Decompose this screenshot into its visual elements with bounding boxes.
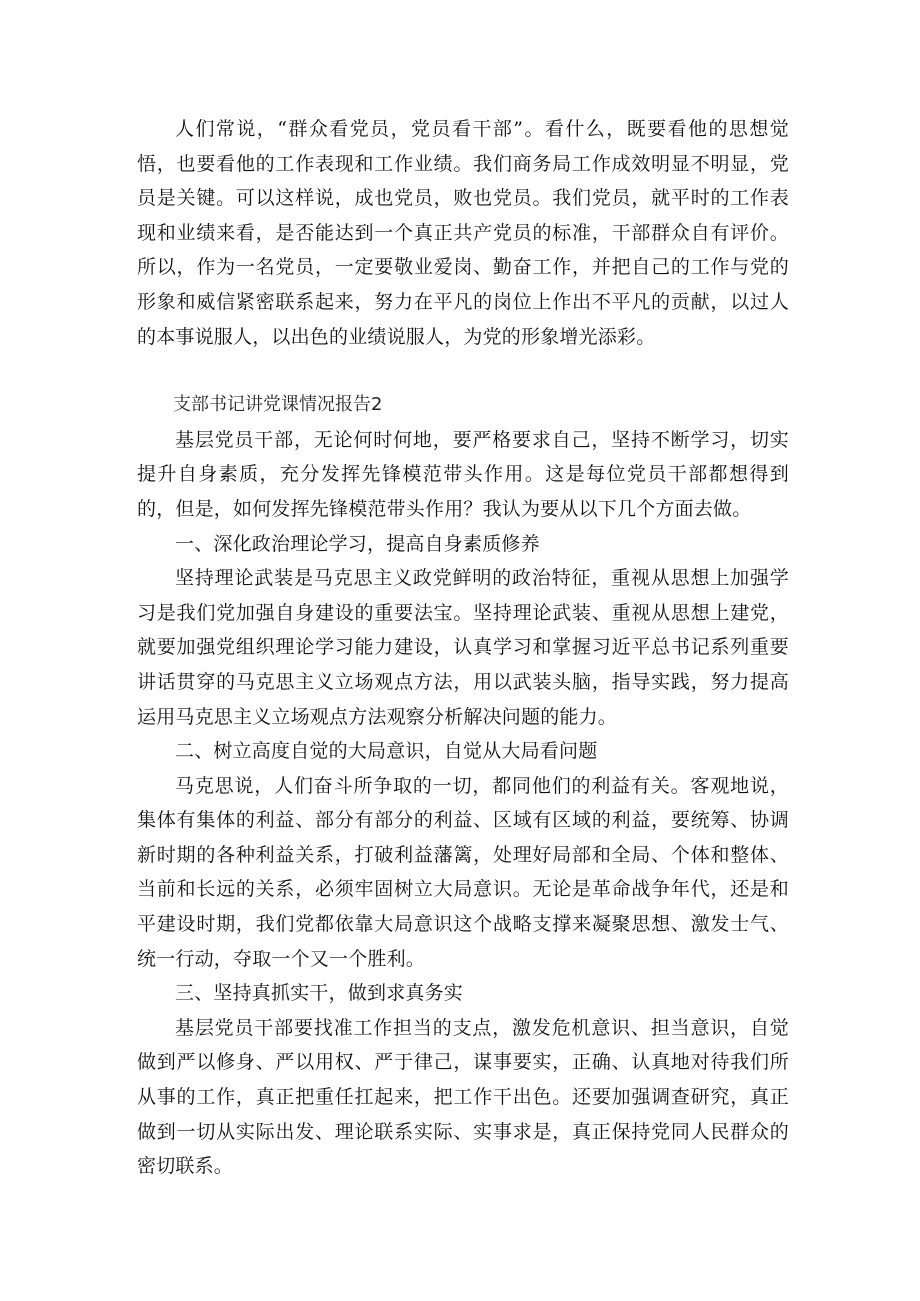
opening-paragraph: 人们常说，“群众看党员，党员看干部”。看什么，既要看他的思想觉悟，也要看他的工作表现和工作业绩。我们商务局工作成效明显不明显，党员是关键。可以这样说，成也党员，败也党员。我们党员，就平时的工作表现和业绩来看，是否能达到一个真正共产党员的标准，干部群众自有评价。所以，作为一名党员，一定要敬业爱岗、勤奋工作，并把自己的工作与党的形象和威信紧密联系起来，努力在平凡的岗位上作出不平凡的贡献，以过人的本事说服人，以出色的业绩说服人，为党的形象增光添彩。 [137,118,789,348]
paragraph-3: 基层党员干部要找准工作担当的支点，激发危机意识、担当意识，自觉做到严以修身、严以用权、严于律己，谋事要实，正确、认真地对待我们所从事的工作，真正把重任扛起来，把工作干出色。还要加强调查研究，真正做到一切从实际出发、理论联系实际、实事求是，真正保持党同人民群众的密切联系。 [137,1016,789,1178]
heading-1: 一、深化政治理论学习，提高自身素质修养 [175,532,540,555]
heading-2: 二、树立高度自觉的大局意识，自觉从大局看问题 [175,740,598,763]
heading-3: 三、坚持真抓实干，做到求真务实 [175,982,464,1005]
section-title: 支部书记讲党课情况报告2 [173,394,383,416]
document-body [137,112,789,1184]
paragraph-2: 马克思说，人们奋斗所争取的一切，都同他们的利益有关。客观地说，集体有集体的利益、部分有部分的利益、区域有区域的利益，要统筹、协调新时期的各种利益关系，打破利益藩篱，处理好局部和全局、个体和整体、当前和长远的关系，必须牢固树立大局意识。无论是革命战争年代，还是和平建设时期，我们党都依靠大局意识这个战略支撑来凝聚思想、激发士气、统一行动，夺取一个又一个胜利。 [137,774,789,970]
intro-paragraph: 基层党员干部，无论何时何地，要严格要求自己，坚持不断学习，切实提升自身素质，充分发挥先锋模范带头作用。这是每位党员干部都想得到的，但是，如何发挥先锋模范带头作用？我认为要从以下几个方面去做。 [137,428,789,520]
paragraph-1: 坚持理论武装是马克思主义政党鲜明的政治特征，重视从思想上加强学习是我们党加强自身建设的重要法宝。坚持理论武装、重视从思想上建党，就要加强党组织理论学习能力建设，认真学习和掌握习近平总书记系列重要讲话贯穿的马克思主义立场观点方法，用以武装头脑，指导实践，努力提高运用马克思主义立场观点方法观察分析解决问题的能力。 [137,567,789,728]
